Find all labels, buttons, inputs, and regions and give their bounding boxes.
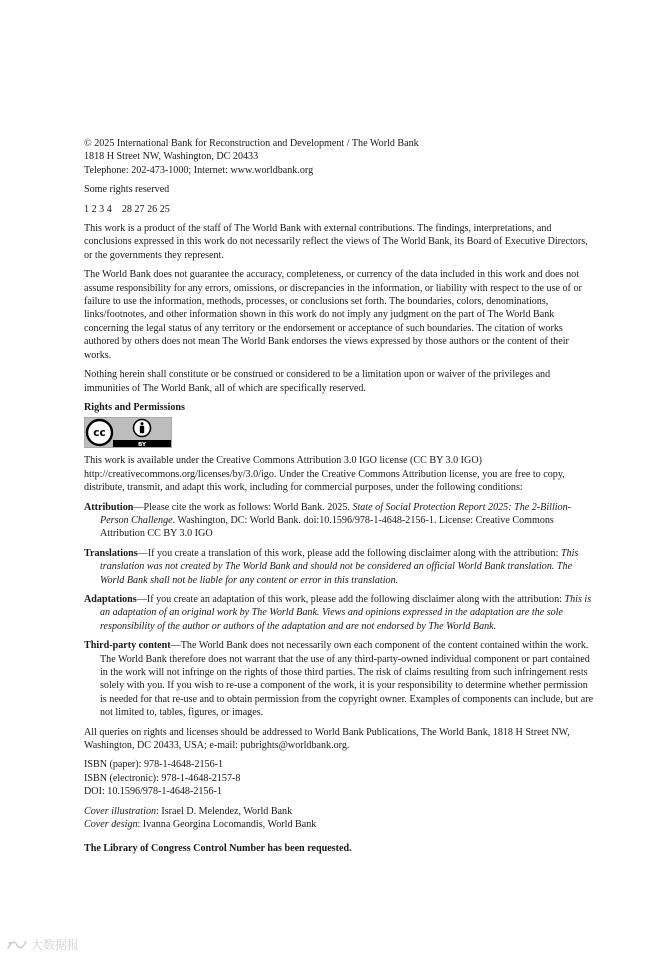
- attribution-term: Attribution: [84, 501, 134, 513]
- watermark-text: 大数据报: [31, 938, 80, 952]
- condition-translations: [84, 547, 596, 587]
- third-party-body: —The World Bank does not necessarily own each component of the content contained within the work. The World Bank therefore does not warrant that the use of any third-party-owned individual component or part contained in the work will not infringe on the rights of those third parties. The risk of claims resulting from such infringement rests solely with you. If you wish to re-use a component of the work, it is your responsibility to determine whether permission is needed for that re-use and to obtain permission from the copyright owner. Examples of components can include, but are not limited to, tables, figures, or images.: [100, 640, 594, 719]
- isbn-electronic: ISBN (electronic): 978-1-4648-2157-8: [84, 772, 241, 784]
- paragraph-product: This work is a product of the staff of The World Bank with external contributions. The findings, interpretations, and conclusions expressed in this work do not necessarily reflect the views of The World Bank, its Board of Executive Directors, or the governments they represent.: [84, 223, 588, 261]
- watermark-logo-icon: [6, 938, 28, 952]
- address-line: 1818 H Street NW, Washington, DC 20433: [84, 151, 259, 163]
- copyright-page: [84, 137, 596, 856]
- attribution-rest: . Washington, DC: World Bank. doi:10.1596/978-1-4648-2156-1. License: Creative Commons Attribution CC BY 3.0 IGO: [100, 514, 554, 540]
- isbn-block: [84, 758, 596, 798]
- cc-by-license-badge-icon: [84, 417, 172, 448]
- copyright-line: © 2025 International Bank for Reconstruction and Development / The World Bank: [84, 138, 419, 149]
- cover-illustration-label: Cover illustration: [84, 805, 157, 817]
- cc-badge-right-text: BY: [137, 442, 147, 449]
- cover-illustration-credit: [84, 805, 596, 818]
- credits-block: [84, 805, 596, 832]
- printing-line: 1 2 3 4 28 27 26 25: [84, 203, 170, 215]
- isbn-paper: ISBN (paper): 978-1-4648-2156-1: [84, 759, 224, 771]
- adaptations-disclaimer: This is an adaptation of an original work by The World Bank. Views and opinions expressed in the adaptation are the sole responsibility of the author or authors of the adaptation and are not endorsed by The World Bank.: [100, 593, 592, 632]
- rights-reserved: Some rights reserved: [84, 184, 170, 196]
- paragraph-nothing-herein: Nothing herein shall constitute or be construed or considered to be a limitation upon or waiver of the privileges and immunities of The World Bank, all of which are specifically reserved.: [84, 369, 551, 394]
- translations-term: Translations: [84, 547, 138, 559]
- doi-line: DOI: 10.1596/978-1-4648-2156-1: [84, 786, 222, 798]
- cover-design-credit: [84, 818, 596, 831]
- paragraph-license: This work is available under the Creative Commons Attribution 3.0 IGO license (CC BY 3.0 IGO) http://creativecommons.org/licenses/by/3.0/igo. Under the Creative Commons Attribution license, you are free to copy, distribute, transmit, and adapt this work, including for commercial purposes, under the following conditions:: [84, 455, 565, 494]
- cover-illustration-value: : Israel D. Melendez, World Bank: [156, 805, 293, 817]
- third-party-term: Third-party content: [84, 640, 171, 652]
- paragraph-queries: All queries on rights and licenses should be addressed to World Bank Publications, The World Bank, 1818 H Street NW, Washington, DC 20433, USA; e-mail: pubrights@worldbank.org.: [84, 726, 570, 752]
- adaptations-term: Adaptations: [84, 593, 137, 605]
- attribution-title: State of Social Protection Report 2025: The 2-Billion-Person Challenge: [100, 501, 572, 526]
- condition-attribution: [84, 501, 596, 541]
- adaptations-lead: —If you create an adaptation of this work, please add the following disclaimer along with the attribution:: [136, 593, 565, 605]
- rights-heading: Rights and Permissions: [84, 401, 185, 413]
- paragraph-guarantee: The World Bank does not guarantee the accuracy, completeness, or currency of the data included in this work and does not assume responsibility for any errors, omissions, or discrepancies in the information, or liability with respect to the use of or failure to use the information, methods, processes, or conclusions set forth. The boundaries, colors, denominations, links/footnotes, and other information shown in this work do not imply any judgment on the part of The World Bank concerning the legal status of any territory or the endorsement or acceptance of such boundaries. The citation of works authored by others does not mean The World Bank endorses the views expressed by those authors or the content of their works.: [84, 269, 582, 361]
- attribution-lead: —Please cite the work as follows: World Bank. 2025.: [133, 501, 353, 513]
- cover-design-label: Cover design: [84, 819, 138, 831]
- cc-badge-left-text: cc: [93, 427, 106, 440]
- condition-third-party: [84, 639, 596, 719]
- contact-line: Telephone: 202-473-1000; Internet: www.worldbank.org: [84, 164, 314, 176]
- translations-disclaimer: This translation was not created by The World Bank and should not be considered an official World Bank translation. The World Bank shall not be liable for any content or error in this translation.: [100, 547, 579, 586]
- translations-lead: —If you create a translation of this work, please add the following disclaimer along with the attribution:: [137, 547, 561, 559]
- watermark: [6, 936, 79, 953]
- copyright-block: [84, 137, 596, 177]
- condition-adaptations: [84, 593, 596, 633]
- loc-statement: The Library of Congress Control Number has been requested.: [84, 843, 352, 855]
- cover-design-value: : Ivanna Georgina Locomandis, World Bank: [137, 819, 317, 831]
